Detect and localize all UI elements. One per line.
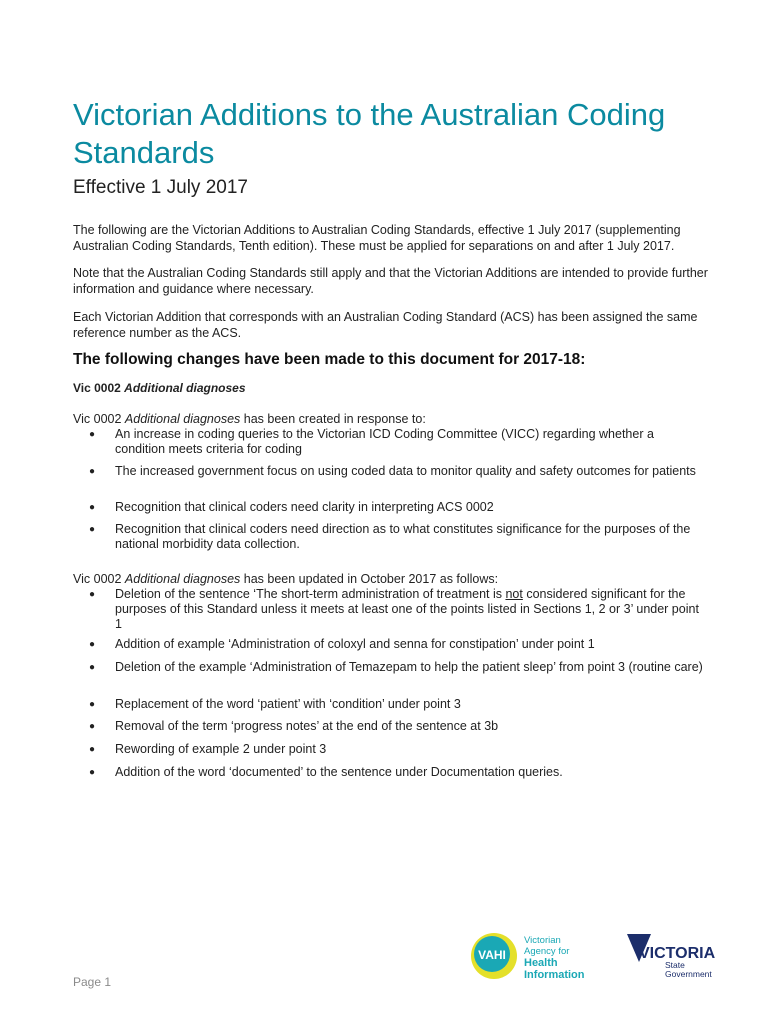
section-heading-code: Vic 0002 — [73, 381, 125, 395]
paragraph-reference: Each Victorian Addition that corresponds with an Australian Coding Standard (ACS) has been assigned the same reference number as the ACS. — [73, 310, 698, 340]
bullet-icon: ● — [89, 639, 96, 650]
created-intro-name: Additional diagnoses — [124, 412, 241, 426]
first-bullet-before: Deletion of the sentence ‘The short-term administration of treatment is — [115, 587, 506, 601]
created-intro — [73, 411, 426, 427]
victoria-logo-line1: State — [665, 960, 685, 970]
list-item-text: Rewording of example 2 under point 3 — [115, 742, 327, 756]
vahi-logo-line2: Agency for — [524, 946, 570, 957]
list-item-text: Removal of the term ‘progress notes’ at the end of the sentence at 3b — [115, 719, 499, 733]
bullet-icon: ● — [89, 429, 96, 440]
bullet-icon: ● — [89, 502, 96, 513]
list-item-text: Recognition that clinical coders need clarity in interpreting ACS 0002 — [115, 500, 494, 514]
paragraph-note: Note that the Australian Coding Standards still apply and that the Victorian Additions are intended to provide further information and guidance where necessary. — [73, 266, 708, 296]
bullet-icon: ● — [89, 466, 96, 477]
page-number: Page 1 — [73, 975, 112, 989]
victoria-logo-line2: Government — [665, 969, 712, 979]
bullet-icon: ● — [89, 662, 96, 673]
section-heading — [73, 381, 246, 395]
vahi-logo-line4: Information — [524, 969, 585, 981]
list-item-text: Deletion of the example ‘Administration of Temazepam to help the patient sleep’ from point 3 (routine care) — [115, 660, 703, 674]
first-bullet-after: considered significant for the purposes of this Standard unless it meets at least one of the points listed in Sections 1, 2 or 3’ under point 1 — [115, 587, 699, 631]
list-item-text: An increase in coding queries to the Victorian ICD Coding Committee (VICC) regarding whether a condition meets criteria for coding — [115, 427, 654, 456]
changes-heading: The following changes have been made to this document for 2017-18: — [73, 351, 586, 368]
updated-intro-rest: has been updated in October 2017 as follows: — [240, 572, 499, 586]
list-item-text: Addition of the word ‘documented’ to the sentence under Documentation queries. — [115, 765, 563, 779]
victoria-logo-word: VICTORIA — [639, 945, 716, 962]
created-intro-code: Vic 0002 — [73, 412, 125, 426]
vahi-logo-line1: Victorian — [524, 935, 561, 946]
bullet-icon: ● — [89, 767, 96, 778]
bullet-icon: ● — [89, 744, 96, 755]
list-item-text: The increased government focus on using coded data to monitor quality and safety outcomes for patients — [115, 464, 696, 478]
list-item-text: Recognition that clinical coders need direction as to what constitutes significance for the purposes of the national morbidity data collection. — [115, 522, 691, 551]
bullet-icon: ● — [89, 524, 96, 535]
paragraph-intro: The following are the Victorian Additions to Australian Coding Standards, effective 1 July 2017 (supplementing Australian Coding Standards, Tenth edition). These must be applied for separations on and after 1 July 2017. — [73, 223, 681, 253]
section-heading-name: Additional diagnoses — [124, 381, 246, 395]
document-title: Victorian Additions to the Australian Coding Standards — [73, 97, 666, 170]
first-bullet-underlined: not — [505, 587, 523, 601]
victoria-logo — [625, 932, 717, 980]
bullet-icon: ● — [89, 721, 96, 732]
list-item-text: Replacement of the word ‘patient’ with ‘condition’ under point 3 — [115, 697, 461, 711]
created-intro-rest: has been created in response to: — [240, 412, 426, 426]
vahi-logo-mark: VAHI — [478, 948, 506, 962]
bullet-icon: ● — [89, 589, 96, 600]
vahi-logo-line3: Health — [524, 957, 558, 969]
updated-intro-code: Vic 0002 — [73, 572, 125, 586]
bullet-icon: ● — [89, 699, 96, 710]
list-item-text — [115, 587, 705, 632]
vahi-logo — [470, 930, 600, 986]
document-subtitle: Effective 1 July 2017 — [73, 177, 248, 198]
updated-intro — [73, 571, 498, 587]
list-item-text: Addition of example ‘Administration of coloxyl and senna for constipation’ under point 1 — [115, 637, 595, 651]
updated-intro-name: Additional diagnoses — [124, 572, 241, 586]
